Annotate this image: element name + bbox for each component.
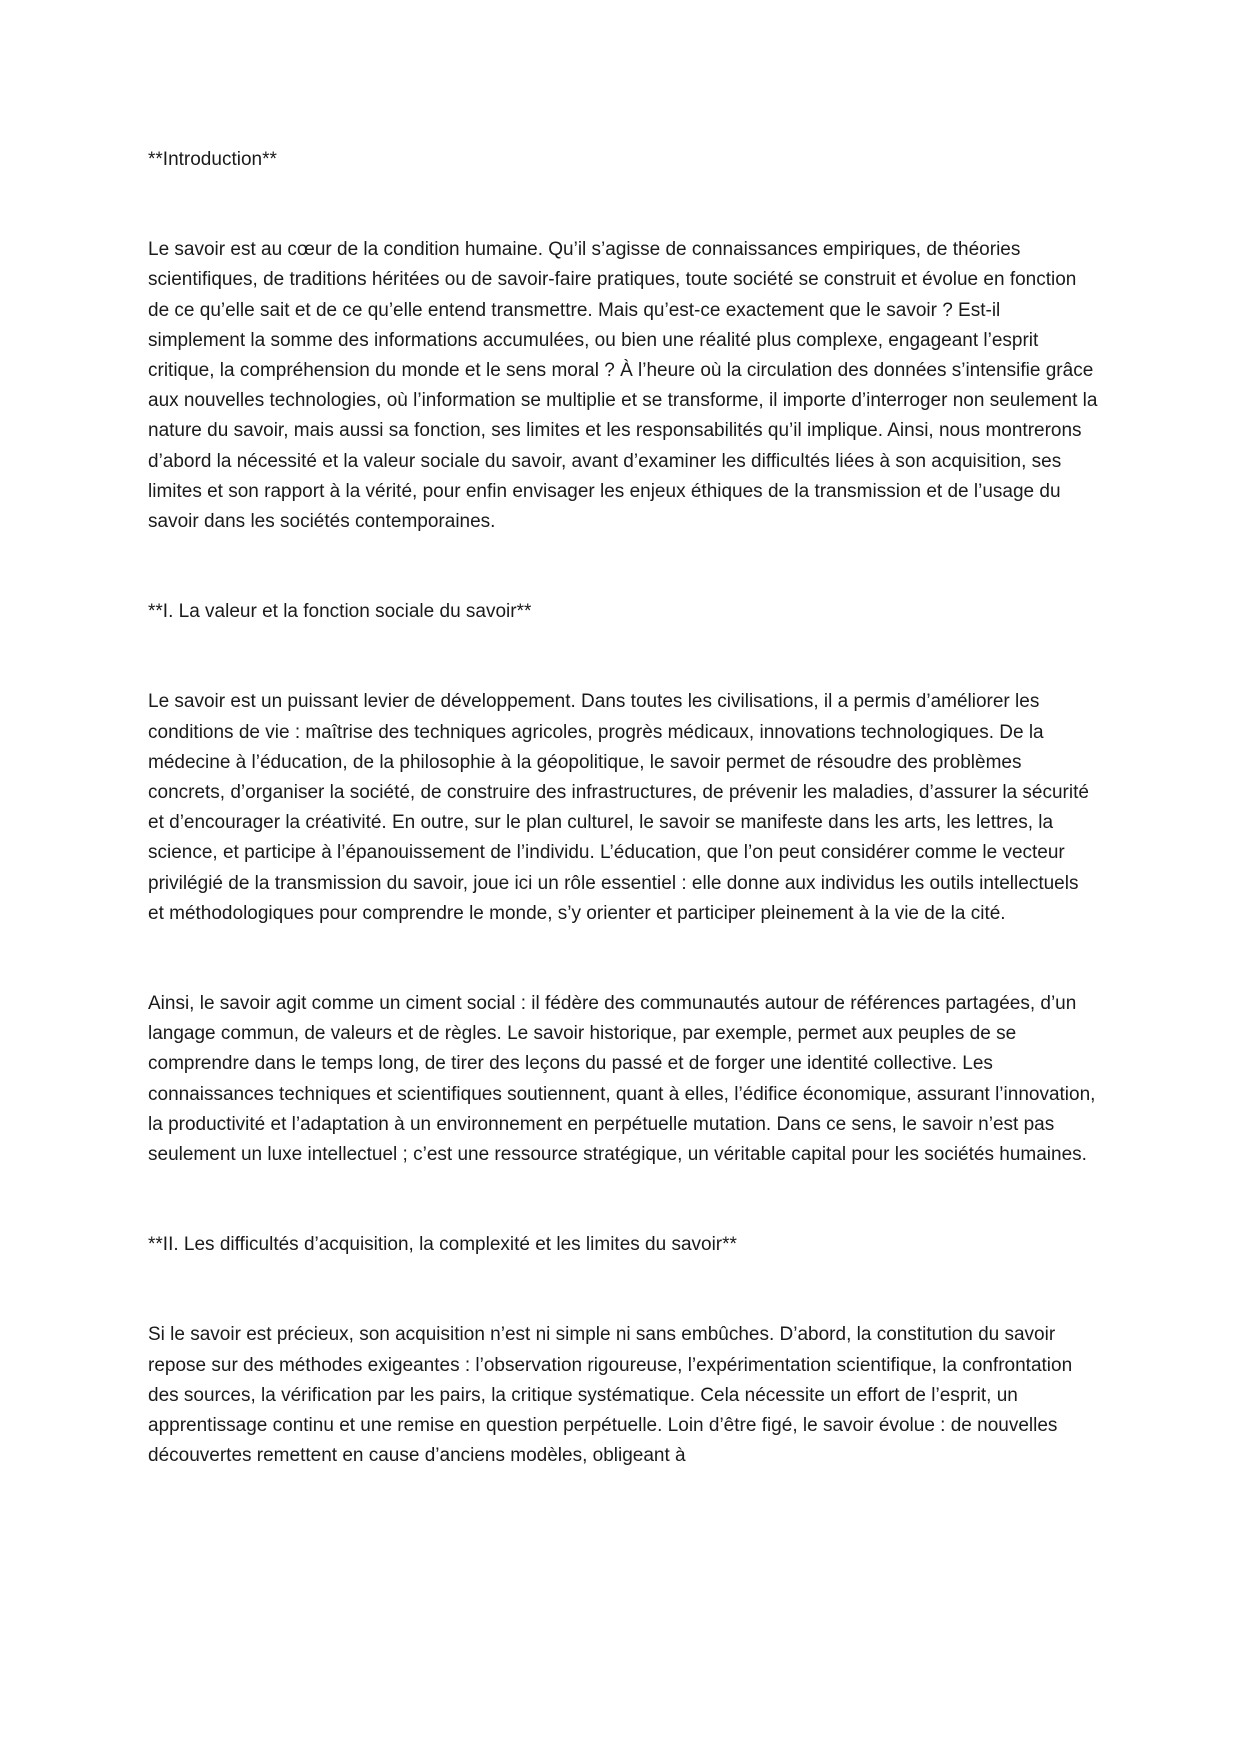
section-2-heading: **II. Les difficultés d’acquisition, la complexité et les limites du savoir** bbox=[148, 1234, 737, 1256]
document-body bbox=[148, 145, 1098, 1472]
introduction-heading: **Introduction** bbox=[148, 149, 277, 170]
introduction-paragraph: Le savoir est au cœur de la condition humaine. Qu’il s’agisse de connaissances empiriques, de théories scientifiques, de traditions héritées ou de savoir-faire pratiques, toute société se construit et évolue en fonction de ce qu’elle sait et de ce qu’elle entend transmettre. Mais qu’est-ce exactement que le savoir ? Est-il simplement la somme des informations accumulées, ou bien une réalité plus complexe, engageant l’esprit critique, la compréhension du monde et le sens moral ? À l’heure où la circulation des données s’intensifie grâce aux nouvelles technologies, où l’information se multiplie et se transforme, il importe d’interroger non seulement la nature du savoir, mais aussi sa fonction, ses limites et les responsabilités qu’il implique. Ainsi, nous montrerons d’abord la nécessité et la valeur sociale du savoir, avant d’examiner les difficultés liées à son acquisition, ses limites et son rapport à la vérité, pour enfin envisager les enjeux éthiques de la transmission et de l’usage du savoir dans les sociétés contemporaines. bbox=[148, 239, 1098, 533]
section-1-paragraph-1: Le savoir est un puissant levier de développement. Dans toutes les civilisations, il a permis d’améliorer les conditions de vie : maîtrise des techniques agricoles, progrès médicaux, innovations technologiques. De la médecine à l’éducation, de la philosophie à la géopolitique, le savoir permet de résoudre des problèmes concrets, d’organiser la société, de construire des infrastructures, de prévenir les maladies, d’assurer la sécurité et d’encourager la créativité. En outre, sur le plan culturel, le savoir se manifeste dans les arts, les lettres, la science, et participe à l’épanouissement de l’individu. L’éducation, que l’on peut considérer comme le vecteur privilégié de la transmission du savoir, joue ici un rôle essentiel : elle donne aux individus les outils intellectuels et méthodologiques pour comprendre le monde, s’y orienter et participer pleinement à la vie de la cité. bbox=[148, 691, 1089, 924]
section-1-paragraph-2: Ainsi, le savoir agit comme un ciment social : il fédère des communautés autour de références partagées, d’un langage commun, de valeurs et de règles. Le savoir historique, par exemple, permet aux peuples de se comprendre dans le temps long, de tirer des leçons du passé et de forger une identité collective. Les connaissances techniques et scientifiques soutiennent, quant à elles, l’édifice économique, assurant l’innovation, la productivité et l’adaptation à un environnement en perpétuelle mutation. Dans ce sens, le savoir n’est pas seulement un luxe intellectuel ; c’est une ressource stratégique, un véritable capital pour les sociétés humaines. bbox=[148, 993, 1096, 1166]
section-1-heading: **I. La valeur et la fonction sociale du savoir** bbox=[148, 601, 532, 623]
section-2-paragraph-1: Si le savoir est précieux, son acquisition n’est ni simple ni sans embûches. D’abord, la constitution du savoir repose sur des méthodes exigeantes : l’observation rigoureuse, l’expérimentation scientifique, la confrontation des sources, la vérification par les pairs, la critique systématique. Cela nécessite un effort de l’esprit, un apprentissage continu et une remise en question perpétuelle. Loin d’être figé, le savoir évolue : de nouvelles découvertes remettent en cause d’anciens modèles, obligeant à bbox=[148, 1324, 1073, 1467]
